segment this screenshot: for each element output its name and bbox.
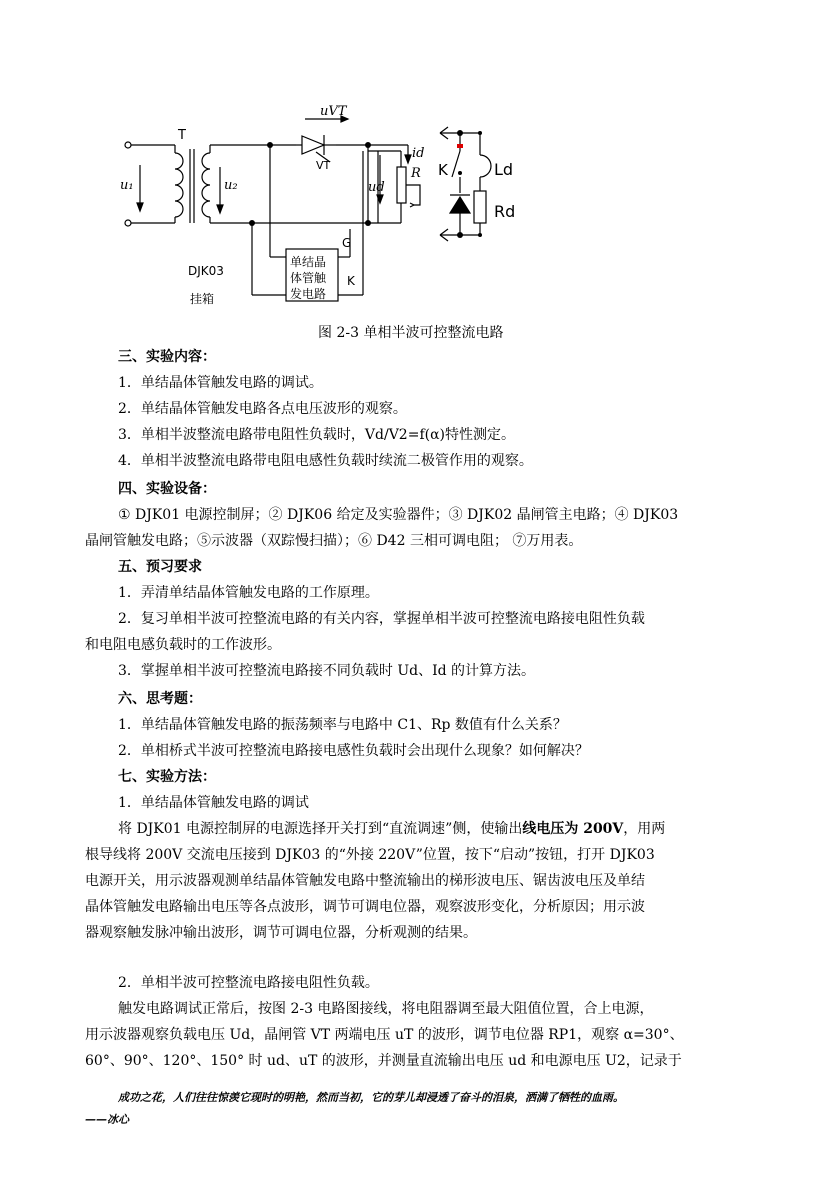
- s7-p1-text-b: ，用两: [623, 821, 666, 837]
- box-line-3: 发电路: [290, 287, 327, 301]
- vt-label: VT: [316, 159, 331, 172]
- footer-quote: 成功之花，人们往往惊羡它现时的明艳，然而当初，它的芽儿却浸透了奋斗的泪泉，洒满了牺牲的血雨。: [118, 1091, 624, 1104]
- rd-label: Rd: [494, 202, 516, 221]
- s5-item-2-cont: 和电阻电感负载时的工作波形。: [85, 637, 281, 653]
- uvt-label: uVT: [320, 105, 347, 119]
- t-label: T: [178, 128, 186, 143]
- k-terminal-label: K: [347, 274, 355, 288]
- s3-item-4: 4．单相半波整流电路带电阻电感性负载时续流二极管作用的观察。: [118, 453, 533, 469]
- u1-label: u₁: [120, 178, 134, 193]
- s7-subtitle-2: 2．单相半波可控整流电路接电阻性负载。: [118, 975, 379, 991]
- djk03-label: DJK03: [188, 264, 224, 278]
- s5-item-3: 3．掌握单相半波可控整流电路接不同负载时 Ud、Id 的计算方法。: [118, 663, 536, 679]
- s7-p2-line-2: 用示波器观察负载电压 Ud，晶闸管 VT 两端电压 uT 的波形，调节电位器 RP1，观察 α=30°、: [85, 1027, 684, 1043]
- s7-p1-first-line: [118, 818, 798, 838]
- section-5-title: 五、预习要求: [118, 559, 202, 575]
- section-6-title: 六、思考题：: [118, 691, 202, 707]
- section-4-title: 四、实验设备：: [118, 481, 216, 497]
- k-switch-label: K: [438, 161, 448, 179]
- s7-p1-line-5: 器观察触发脉冲输出波形，调节可调电位器，分析观测的结果。: [85, 925, 477, 941]
- s7-p2-line-1: 触发电路调试正常后，按图 2-3 电路图接线，将电阻器调至最大阻值位置，合上电源，: [118, 1001, 654, 1017]
- box-line-1: 单结晶: [290, 255, 327, 269]
- s3-item-1: 1．单结晶体管触发电路的调试。: [118, 375, 323, 391]
- s7-p2-line-3: 60°、90°、120°、150° 时 ud、uT 的波形，并测量直流输出电压 ud 和电源电压 U2，记录于: [85, 1053, 682, 1069]
- s7-p1-bold: 线电压为 200V: [522, 821, 624, 837]
- s4-line-2: 晶闸管触发电路；⑤示波器（双踪慢扫描）；⑥ D42 三相可调电阻； ⑦万用表。: [85, 533, 583, 549]
- s5-item-1: 1．弄清单结晶体管触发电路的工作原理。: [118, 585, 379, 601]
- s3-item-3: 3．单相半波整流电路带电阻性负载时，Vd/V2=f(α)特性测定。: [118, 427, 516, 443]
- g-terminal-label: G: [342, 236, 352, 250]
- s7-p1-line-3: 电源开关，用示波器观测单结晶体管触发电路中整流输出的梯形波电压、锯齿波电压及单结: [85, 873, 645, 889]
- u2-label: u₂: [224, 178, 238, 193]
- figure-caption: 图 2-3 单相半波可控整流电路: [318, 325, 504, 341]
- ud-label: ud: [368, 180, 385, 195]
- guaxiang-label: 挂箱: [190, 292, 215, 306]
- s5-item-2: 2．复习单相半波可控整流电路的有关内容，掌握单相半波可控整流电路接电阻性负载: [118, 611, 645, 627]
- s7-p1-text-a: 将 DJK01 电源控制屏的电源选择开关打到“直流调速”侧，使输出: [118, 821, 523, 837]
- s7-p1-line-2: 根导线将 200V 交流电压接到 DJK03 的“外接 220V”位置，按下“启动”按钮，打开 DJK03: [85, 847, 655, 863]
- r-label: R: [411, 166, 421, 181]
- s3-item-2: 2．单结晶体管触发电路各点电压波形的观察。: [118, 401, 407, 417]
- id-label: id: [412, 146, 425, 161]
- s6-item-2: 2．单相桥式半波可控整流电路接电感性负载时会出现什么现象？如何解决？: [118, 743, 589, 759]
- s7-subtitle-1: 1．单结晶体管触发电路的调试: [118, 795, 309, 811]
- s7-p1-line-4: 晶体管触发电路输出电压等各点波形，调节可调电位器，观察波形变化，分析原因；用示波: [85, 899, 645, 915]
- s4-line-1: ① DJK01 电源控制屏；② DJK06 给定及实验器件；③ DJK02 晶闸管主电路；④ DJK03: [118, 507, 679, 523]
- s6-item-1: 1．单结晶体管触发电路的振荡频率与电路中 C1、Rp 数值有什么关系？: [118, 717, 567, 733]
- ld-label: Ld: [494, 160, 514, 179]
- circuit-diagram: [110, 105, 730, 317]
- footer-author: ——冰心: [85, 1113, 129, 1126]
- box-line-2: 体管触: [290, 271, 327, 285]
- section-3-title: 三、实验内容：: [118, 349, 216, 365]
- section-7-title: 七、实验方法：: [118, 769, 216, 785]
